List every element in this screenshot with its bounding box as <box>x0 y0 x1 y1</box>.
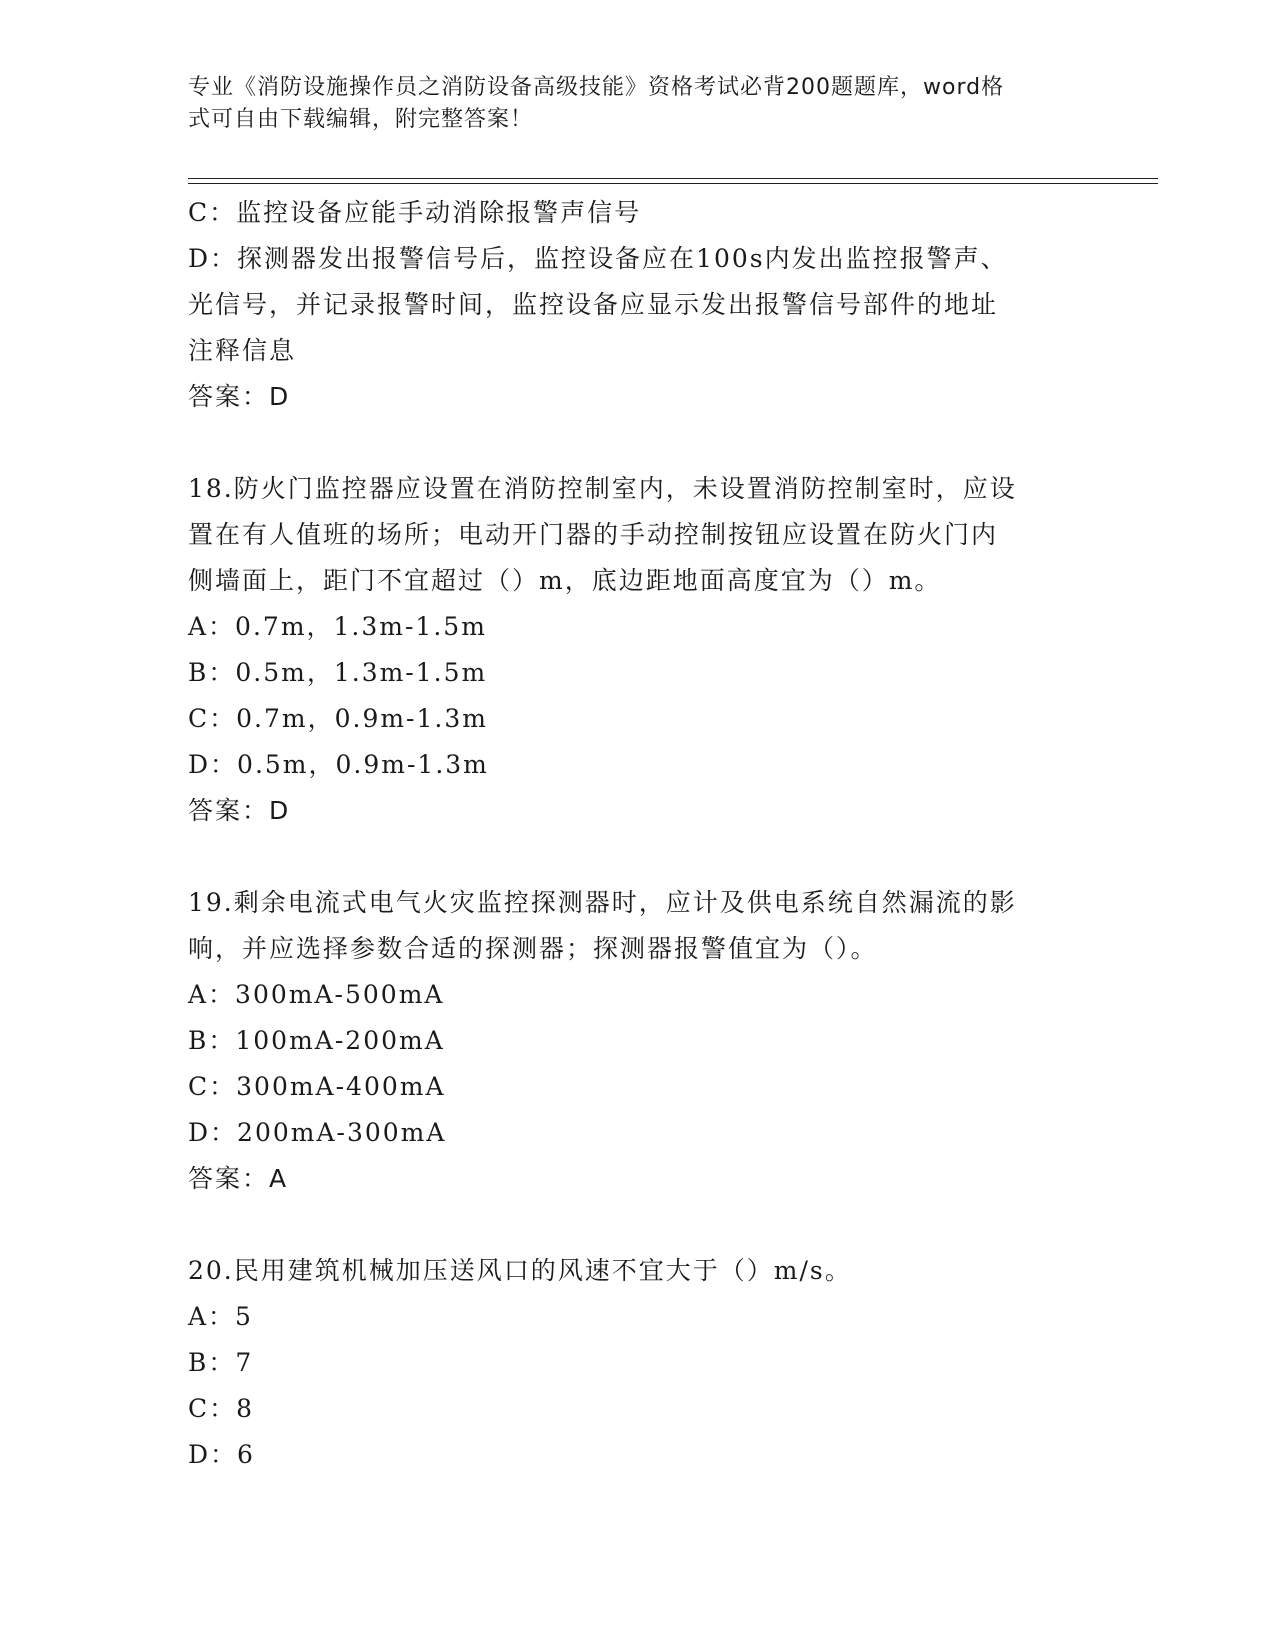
option-d-line-2: 光信号，并记录报警时间，监控设备应显示发出报警信号部件的地址 <box>188 290 999 319</box>
question-stem-line-1: 18.防火门监控器应设置在消防控制室内，未设置消防控制室时，应设 <box>188 474 1017 503</box>
option-c: C：8 <box>188 1394 255 1423</box>
option-d: D：0.5m，0.9m-1.3m <box>188 750 489 779</box>
option-b: B：100mA-200mA <box>188 1026 445 1055</box>
option-a: A：5 <box>188 1302 253 1331</box>
option-d-line-3: 注释信息 <box>188 336 297 365</box>
question-stem-line-2: 响，并应选择参数合适的探测器；探测器报警值宜为（）。 <box>188 934 878 963</box>
question-stem-line-1: 19.剩余电流式电气火灾监控探测器时，应计及供电系统自然漏流的影 <box>188 888 1017 917</box>
option-d-line-1: D：探测器发出报警信号后，监控设备应在100s内发出监控报警声、 <box>188 244 1008 273</box>
header-line-2: 式可自由下载编辑，附完整答案！ <box>188 107 534 132</box>
option-c: C：300mA-400mA <box>188 1072 446 1101</box>
question-17-tail <box>188 190 1088 420</box>
option-d: D：200mA-300mA <box>188 1118 447 1147</box>
spacer <box>188 834 1088 880</box>
document-header <box>188 72 1068 136</box>
answer: 答案：D <box>188 796 291 825</box>
question-19 <box>188 880 1088 1202</box>
spacer <box>188 420 1088 466</box>
header-divider-top <box>188 178 1158 179</box>
question-20 <box>188 1248 1088 1478</box>
option-b: B：7 <box>188 1348 254 1377</box>
option-d: D：6 <box>188 1440 255 1469</box>
option-c: C：0.7m，0.9m-1.3m <box>188 704 488 733</box>
option-c: C：监控设备应能手动消除报警声信号 <box>188 198 642 227</box>
option-a: A：0.7m，1.3m-1.5m <box>188 612 487 641</box>
question-stem-line-3: 侧墙面上，距门不宜超过（）m，底边距地面高度宜为（）m。 <box>188 566 942 595</box>
option-a: A：300mA-500mA <box>188 980 445 1009</box>
answer: 答案：D <box>188 382 291 411</box>
option-b: B：0.5m，1.3m-1.5m <box>188 658 488 687</box>
answer: 答案：A <box>188 1164 289 1193</box>
question-18 <box>188 466 1088 834</box>
question-stem-line-2: 置在有人值班的场所；电动开门器的手动控制按钮应设置在防火门内 <box>188 520 999 549</box>
spacer <box>188 1202 1088 1248</box>
header-divider-bottom <box>188 183 1158 184</box>
question-list <box>188 190 1088 1478</box>
question-stem-line-1: 20.民用建筑机械加压送风口的风速不宜大于（）m/s。 <box>188 1256 852 1285</box>
header-line-1: 专业《消防设施操作员之消防设备高级技能》资格考试必背200题题库，word格 <box>188 75 1005 100</box>
